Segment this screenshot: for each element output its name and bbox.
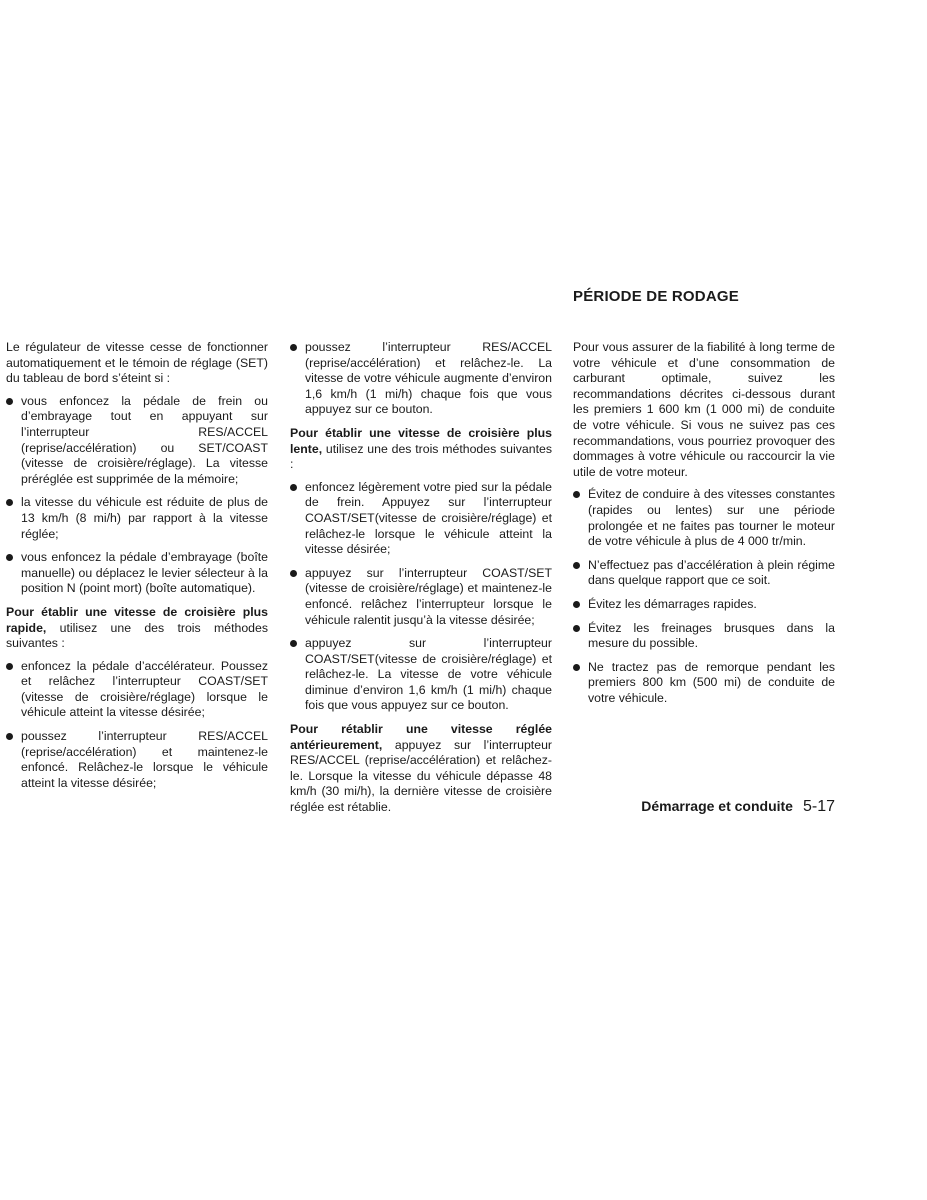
bullet-icon — [6, 733, 13, 740]
bullet-icon — [290, 570, 297, 577]
list-item-text: Évitez de conduire à des vitesses constantes (rapides ou lentes) sur une période prolongée et ne faites pas tourner le moteur de votre véhicule à plus de 4 000 tr/min. — [588, 487, 835, 549]
bullet-icon — [290, 640, 297, 647]
paragraph-heading: Pour établir une vitesse de croisière plus lente, — [290, 425, 552, 456]
list-item — [6, 550, 268, 597]
list-item-text: vous enfoncez la pédale de frein ou d’embrayage tout en appuyant sur l’interrupteur RES/ACCEL (reprise/accélération) ou SET/COAST (vitesse de croisière/réglage). La vitesse préréglée est supprimée de la mémoire; — [21, 393, 268, 486]
bullet-icon — [290, 344, 297, 351]
list-item — [573, 487, 835, 549]
page-number: 5-17 — [802, 798, 835, 815]
list-item — [573, 558, 835, 589]
column-1 — [6, 340, 268, 799]
list-item-text: enfoncez la pédale d’accélérateur. Poussez et relâchez l’interrupteur COAST/SET (vitesse de croisière/réglage) lorsque le véhicule atteint la vitesse désirée; — [21, 658, 268, 720]
list-item — [290, 636, 552, 714]
list-item-text: Évitez les démarrages rapides. — [588, 596, 757, 611]
bullet-icon — [573, 562, 580, 569]
bullet-icon — [573, 625, 580, 632]
bullet-icon — [573, 601, 580, 608]
paragraph-heading: Pour rétablir une vitesse réglée antérieurement, — [290, 722, 552, 752]
bullet-icon — [6, 554, 13, 561]
list-item — [573, 660, 835, 707]
bullet-icon — [290, 484, 297, 491]
list-item — [290, 340, 552, 418]
list-item-text: appuyez sur l’interrupteur COAST/SET(vitesse de croisière/réglage) et relâchez-le. La vitesse de votre véhicule diminue d’environ 1,6 km/h (1 mi/h) chaque fois que vous appuyez sur ce bouton. — [305, 636, 552, 713]
list-item-text: N’effectuez pas d’accélération à plein régime dans quelque rapport que ce soit. — [588, 557, 835, 588]
footer-section-title: Démarrage et conduite — [641, 798, 793, 814]
list-item — [6, 495, 268, 542]
bullet-icon — [6, 499, 13, 506]
intro-paragraph: Pour vous assurer de la fiabilité à long terme de votre véhicule et d’une consommation de carburant optimale, suivez les recommandations décrites ci-dessous durant les premiers 1 600 km (1 000 mi) de conduite de votre véhicule. Si vous ne suivez pas ces recommandations, vous pourriez provoquer des dommages à votre véhicule ou raccourcir la vie utile de votre moteur. — [573, 340, 835, 479]
list-item — [290, 480, 552, 558]
list-item — [6, 659, 268, 721]
list-item — [290, 566, 552, 628]
list-item-text: poussez l’interrupteur RES/ACCEL (reprise/accélération) et relâchez-le. La vitesse de votre véhicule augmente d’environ 1,6 km/h (1 mi/h) chaque fois que vous appuyez sur ce bouton. — [305, 340, 552, 417]
intro-paragraph: Le régulateur de vitesse cesse de fonctionner automatiquement et le témoin de réglage (SET) du tableau de bord s’éteint si : — [6, 340, 268, 386]
method-paragraph-faster — [6, 605, 268, 652]
bullet-icon — [573, 491, 580, 498]
list-item-text: enfoncez légèrement votre pied sur la pédale de frein. Appuyez sur l’interrupteur COAST/SET(vitesse de croisière/réglage) et relâchez-le lorsque le véhicule atteint la vitesse désirée; — [305, 479, 552, 557]
list-item-text: Évitez les freinages brusques dans la mesure du possible. — [588, 620, 835, 651]
paragraph-heading: Pour établir une vitesse de croisière plus rapide, — [6, 604, 268, 635]
list-item-text: Ne tractez pas de remorque pendant les premiers 800 km (500 mi) de conduite de votre véhicule. — [588, 659, 835, 705]
list-item — [6, 394, 268, 488]
column-3 — [573, 340, 835, 714]
bullet-icon — [6, 398, 13, 405]
method-paragraph-slower — [290, 426, 552, 473]
list-item-text: poussez l’interrupteur RES/ACCEL (reprise/accélération) et maintenez-le enfoncé. Relâchez-le lorsque le véhicule atteint la vitesse désirée; — [21, 729, 268, 790]
method-paragraph-resume — [290, 722, 552, 816]
column-2 — [290, 340, 552, 823]
section-heading: PÉRIODE DE RODAGE — [573, 288, 739, 305]
bullet-icon — [573, 664, 580, 671]
page-footer — [641, 798, 835, 816]
list-item-text: la vitesse du véhicule est réduite de plus de 13 km/h (8 mi/h) par rapport à la vitesse réglée; — [21, 495, 268, 541]
list-item — [573, 621, 835, 652]
list-item — [6, 729, 268, 791]
paragraph-text: utilisez une des trois méthodes suivantes : — [290, 441, 552, 472]
paragraph-text: appuyez sur l’interrupteur RES/ACCEL (reprise/accélération) et relâchez-le. Lorsque la vitesse du véhicule dépasse 48 km/h (30 mi/h), la dernière vitesse de croisière réglée est rétablie. — [290, 737, 552, 815]
bullet-icon — [6, 663, 13, 670]
list-item-text: vous enfoncez la pédale d’embrayage (boîte manuelle) ou déplacez le levier sélecteur à la position N (point mort) (boîte automatique). — [21, 550, 268, 596]
list-item — [573, 597, 835, 613]
paragraph-text: utilisez une des trois méthodes suivantes : — [6, 620, 268, 651]
list-item-text: appuyez sur l’interrupteur COAST/SET (vitesse de croisière/réglage) et maintenez-le enfoncé. relâchez l’interrupteur lorsque le véhicule ralentit jusqu’à la vitesse désirée; — [305, 565, 552, 627]
